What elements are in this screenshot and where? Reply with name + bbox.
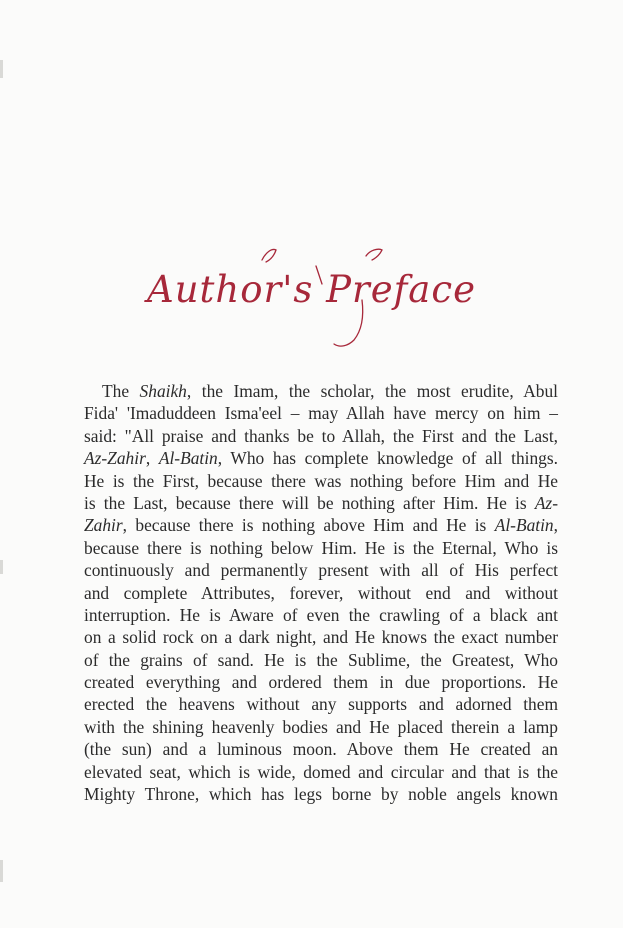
text-run: is the Last, because there will be nothing after Him. He is bbox=[84, 492, 535, 513]
page-edge-mark-bottom bbox=[0, 860, 3, 882]
page-title: Author's Preface bbox=[147, 268, 476, 311]
paragraph-line bbox=[84, 783, 558, 805]
page-edge-mark-top bbox=[0, 60, 3, 78]
italic-term: Zahir bbox=[84, 515, 123, 536]
text-run: erected the heavens without any supports and adorned them bbox=[84, 694, 558, 715]
italic-term: Shaikh bbox=[139, 381, 187, 401]
paragraph-line bbox=[84, 537, 558, 559]
paragraph-line bbox=[84, 559, 558, 581]
text-run: on a solid rock on a dark night, and He knows the exact number bbox=[84, 627, 558, 648]
text-run: continuously and permanently present with all of His perfect bbox=[84, 560, 558, 581]
paragraph-line bbox=[84, 671, 558, 693]
page-edge-mark-middle bbox=[0, 560, 3, 574]
preface-paragraph bbox=[84, 380, 558, 805]
text-run: The bbox=[102, 381, 140, 401]
paragraph-line bbox=[84, 761, 558, 783]
paragraph-line bbox=[84, 604, 558, 626]
text-run: created everything and ordered them in due proportions. He bbox=[84, 672, 558, 693]
text-run: , Who has complete knowledge of all things. bbox=[217, 448, 558, 469]
paragraph-line bbox=[84, 425, 558, 447]
text-run: , bbox=[553, 515, 558, 536]
text-run: elevated seat, which is wide, domed and circular and that is the bbox=[84, 761, 558, 782]
paragraph-line bbox=[84, 514, 558, 536]
text-run: , bbox=[145, 448, 159, 469]
text-run: and complete Attributes, forever, without end and without bbox=[84, 582, 558, 603]
paragraph-line bbox=[84, 716, 558, 738]
paragraph-line bbox=[84, 447, 558, 469]
text-run: with the shining heavenly bodies and He placed therein a lamp bbox=[84, 716, 558, 737]
text-run: of the grains of sand. He is the Sublime, the Greatest, Who bbox=[84, 649, 558, 670]
text-run: Fida' 'Imaduddeen Isma'eel – may Allah have mercy on him – bbox=[84, 403, 558, 424]
paragraph-line bbox=[84, 402, 558, 424]
paragraph-line bbox=[84, 649, 558, 671]
text-run: interruption. He is Aware of even the crawling of a black ant bbox=[84, 604, 558, 625]
paragraph-line bbox=[84, 470, 558, 492]
preface-heading-block bbox=[0, 244, 623, 354]
paragraph-line bbox=[84, 492, 558, 514]
paragraph-line bbox=[84, 738, 558, 760]
italic-term: Az-Zahir bbox=[84, 448, 146, 469]
text-run: , because there is nothing above Him and He is bbox=[122, 515, 495, 536]
text-run: (the sun) and a luminous moon. Above them He created an bbox=[84, 739, 558, 760]
italic-term: Al-Batin bbox=[158, 448, 218, 469]
text-run: He is the First, because there was nothing before Him and He bbox=[84, 470, 558, 491]
text-run: , the Imam, the scholar, the most erudite, Abul bbox=[186, 381, 559, 401]
text-run: because there is nothing below Him. He is the Eternal, Who is bbox=[84, 537, 558, 558]
paragraph-line bbox=[84, 626, 558, 648]
italic-term: Al-Batin bbox=[494, 515, 554, 536]
paragraph-line bbox=[84, 582, 558, 604]
paragraph-line bbox=[84, 380, 558, 402]
text-run: Mighty Throne, which has legs borne by noble angels known bbox=[84, 784, 558, 805]
text-run: said: "All praise and thanks be to Allah, the First and the Last, bbox=[84, 425, 558, 446]
italic-term: Az- bbox=[534, 492, 558, 513]
paragraph-line bbox=[84, 693, 558, 715]
